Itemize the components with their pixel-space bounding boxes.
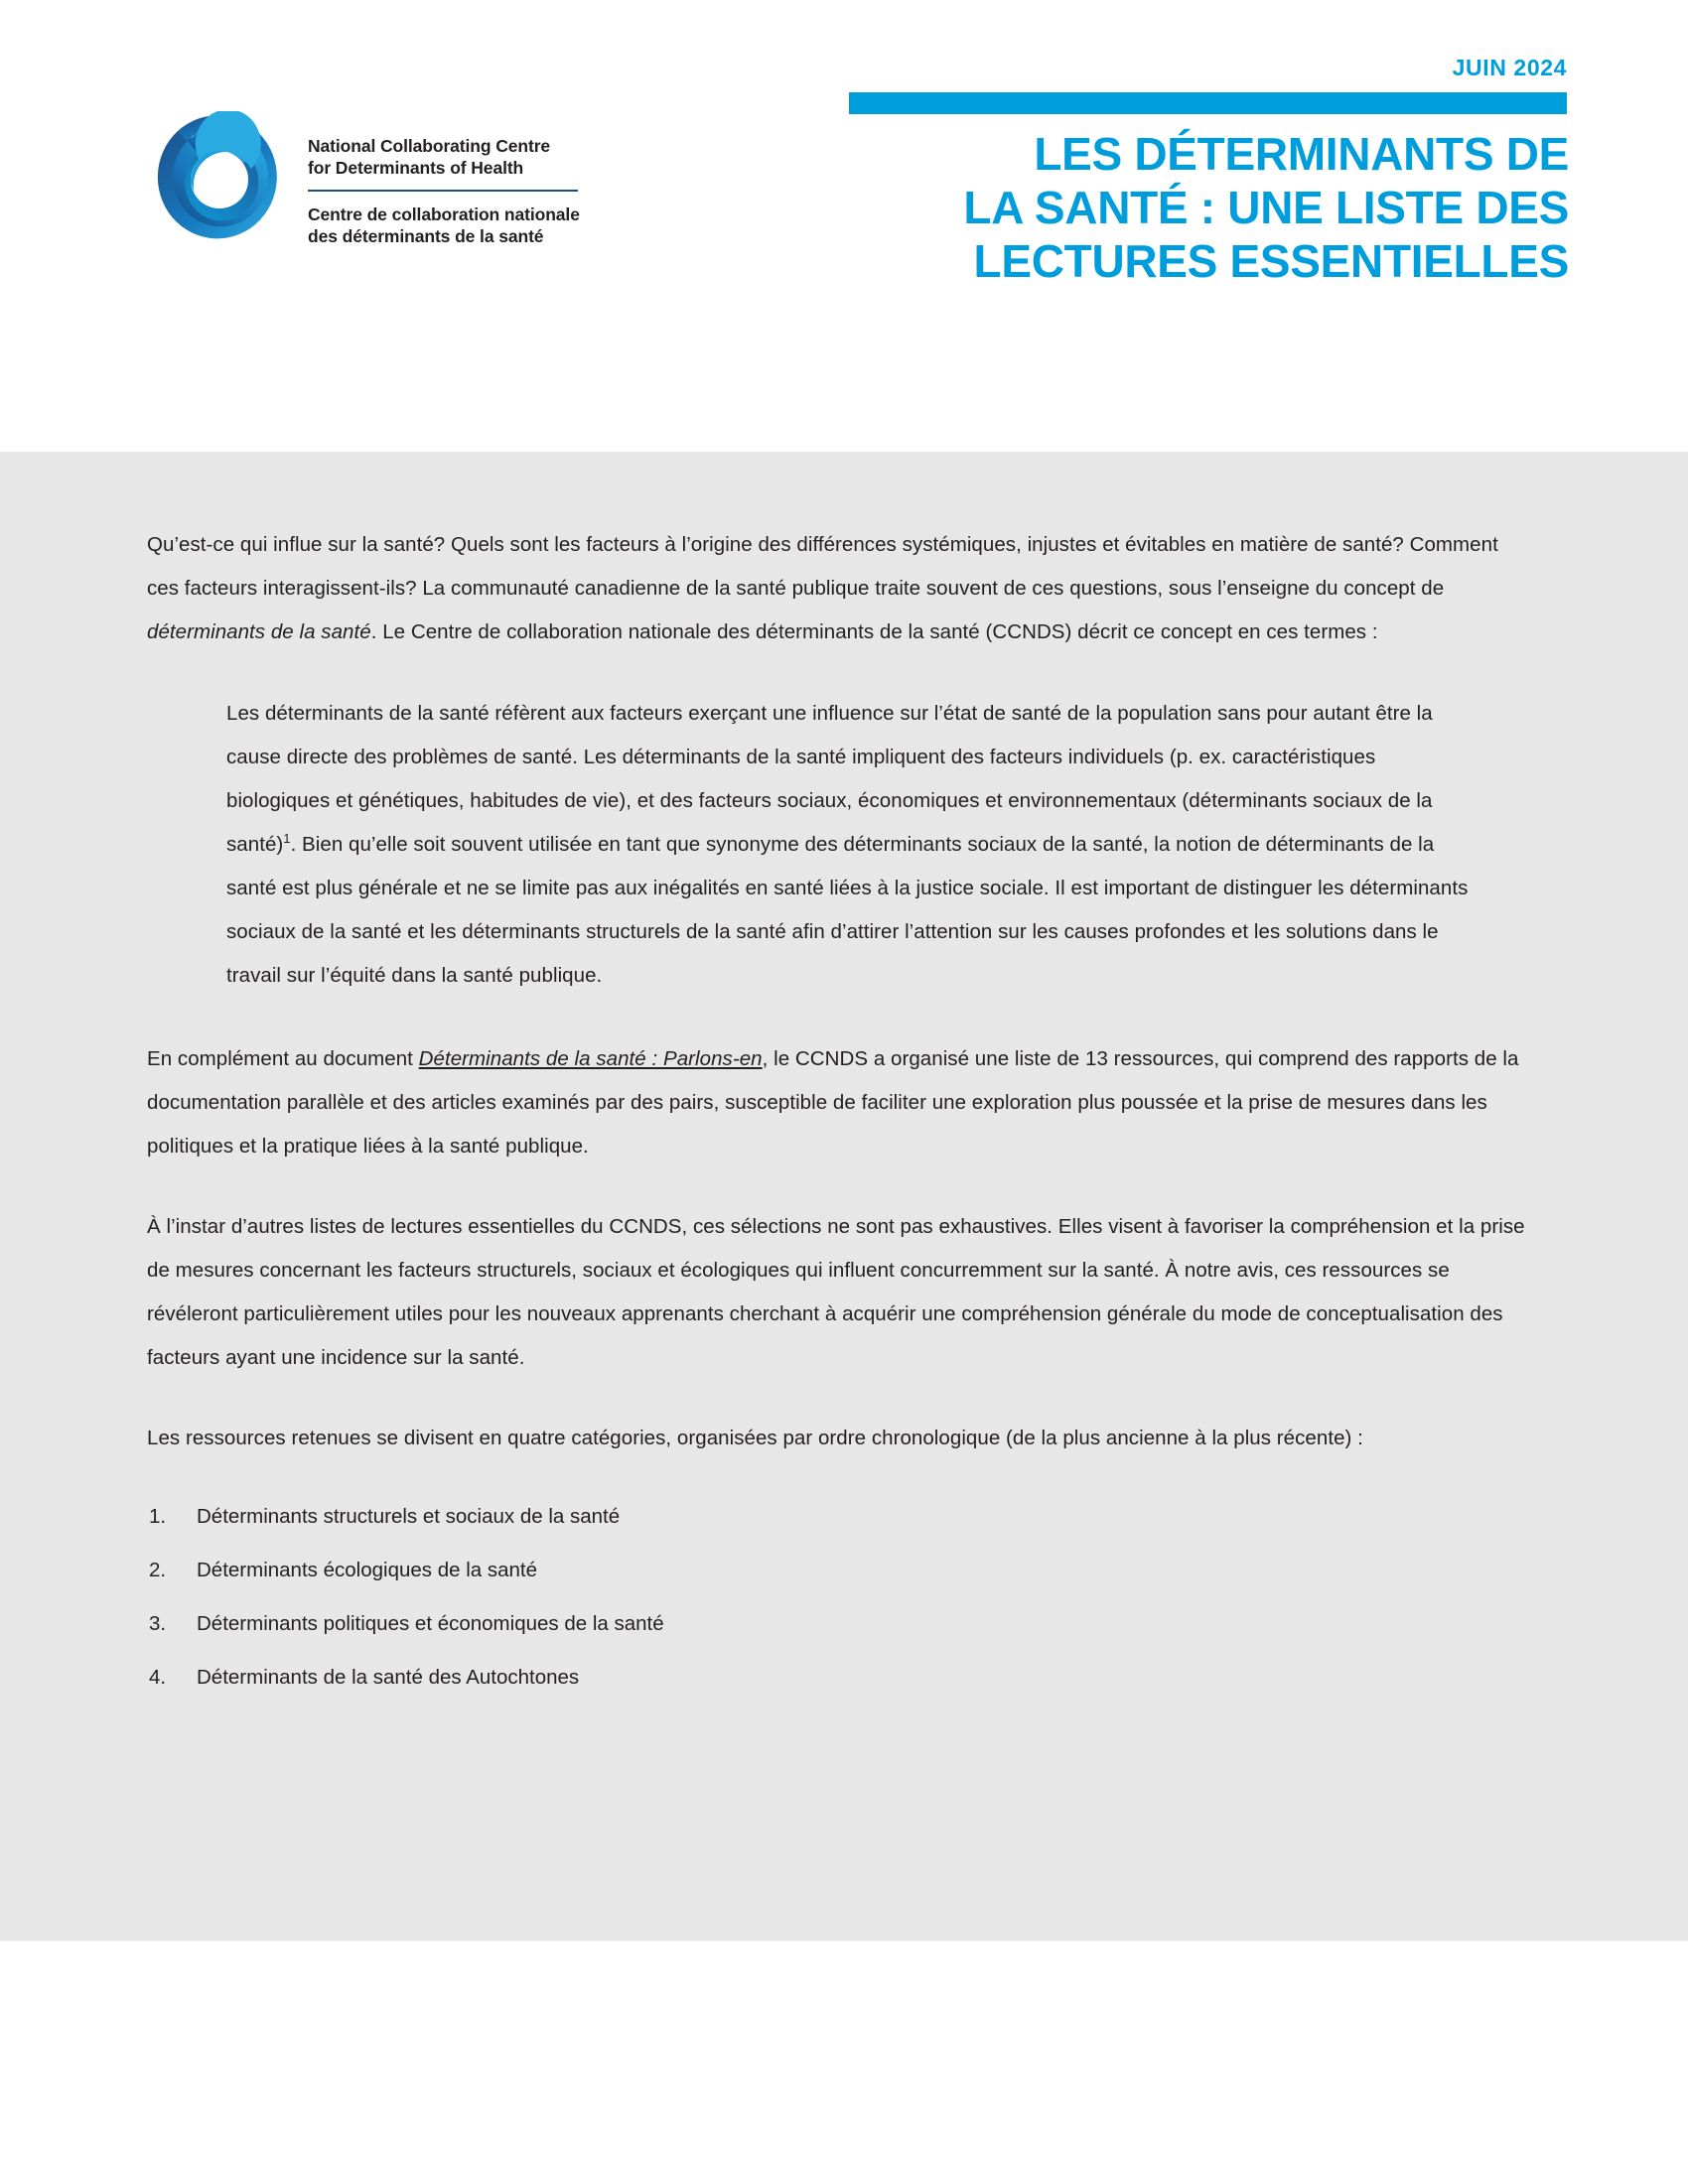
list-item-number: 3. [149,1612,167,1635]
content-band [0,452,1688,1941]
definition-part-1: Les déterminants de la santé réfèrent aux facteurs exerçant une influence sur l’état de santé de la population sans pour autant être la cause directe des problèmes de santé. Les déterminants de la santé impliquent des facteurs individuels (p. ex. caractéristiques biologiques et génétiques, habitudes de vie), et des facteurs sociaux, économiques et environnementaux (déterminants sociaux de la santé) [226,702,1433,856]
list-item [147,1604,1529,1644]
list-item-label: Déterminants écologiques de la santé [197,1559,538,1581]
definition-part-2: . Bien qu’elle soit souvent utilisée en tant que synonyme des déterminants sociaux de la santé, la notion de déterminants de la santé est plus générale et ne se limite pas aux inégalités en santé liées à la justice sociale. Il est important de distinguer les déterminants sociaux de la santé et les déterminants structurels de la santé afin d’attirer l’attention sur les causes profondes et les solutions dans le travail sur l’équité dans la santé publique. [226,833,1469,987]
intro-paragraph-part-1: Qu’est-ce qui influe sur la santé? Quels sont les facteurs à l’origine des différences systémiques, injustes et évitables en matière de santé? Comment ces facteurs interagissent-ils? La communauté canadienne de la santé publique traite souvent de ces questions, sous l’enseigne du concept de [147,533,1498,600]
title-accent-bar [849,92,1567,114]
logo-en-line-2: for Determinants of Health [308,158,524,178]
paragraph-3: À l’instar d’autres listes de lectures essentielles du CCNDS, ces sélections ne sont pas exhaustives. Elles visent à favoriser la compréhension et la prise de mesures concernant les facteurs structurels, sociaux et écologiques qui influent concurremment sur la santé. À notre avis, ces ressources se révéleront particulièrement utiles pour les nouveaux apprenants cherchant à acquérir une compréhension générale du mode de conceptualisation des facteurs ayant une incidence sur la santé. [147,1215,1525,1369]
intro-paragraph-italic-term: déterminants de la santé [147,620,371,643]
page-footer-whitespace [0,1941,1688,2184]
category-list [147,1497,1529,1698]
list-item [147,1551,1529,1590]
list-item [147,1497,1529,1537]
definition-blockquote [147,692,1529,998]
intro-paragraph [147,523,1529,654]
paragraph-2-part-2: , le CCNDS a organisé une liste de 13 ressources, qui comprend des rapports de la documentation parallèle et des articles examinés par des pairs, susceptible de faciliter une exploration plus poussée et la prise de mesures dans les politiques et la pratique liées à la santé publique. [147,1047,1519,1158]
page-title-line-2: LA SANTÉ : UNE LISTE DES [963,182,1569,233]
list-item-label: Déterminants de la santé des Autochtones [197,1666,580,1689]
list-item-label: Déterminants politiques et économiques de la santé [197,1612,664,1635]
content-column [0,452,1688,1698]
organization-logo-text [308,111,580,247]
footnote-marker: 1 [283,831,291,847]
publication-date: JUIN 2024 [1452,55,1567,80]
page-title-line-3: LECTURES ESSENTIELLES [973,235,1569,287]
list-item-label: Déterminants structurels et sociaux de la santé [197,1505,621,1528]
logo-fr-line-2: des déterminants de la santé [308,226,544,246]
page-title [695,127,1569,288]
page-header [0,0,1688,452]
list-item-number: 4. [149,1666,167,1689]
list-item [147,1658,1529,1698]
paragraph-4: Les ressources retenues se divisent en quatre catégories, organisées par ordre chronologique (de la plus ancienne à la plus récente) : [147,1427,1363,1449]
list-item-number: 2. [149,1559,167,1581]
paragraph-2-part-1: En complément au document [147,1047,419,1070]
logo-en-line-1: National Collaborating Centre [308,136,551,156]
ncc-spiral-logo-icon [154,111,281,240]
list-item-number: 1. [149,1505,167,1528]
intro-paragraph-part-2: . Le Centre de collaboration nationale des déterminants de la santé (CCNDS) décrit ce concept en ces termes : [370,620,1378,643]
organization-logo [154,111,580,247]
definition-blockquote-text [226,692,1470,998]
logo-divider [308,190,578,192]
page-title-line-1: LES DÉTERMINANTS DE [1034,128,1569,180]
logo-fr-line-1: Centre de collaboration nationale [308,205,580,224]
parlons-en-document-link[interactable]: Déterminants de la santé : Parlons-en [418,1047,763,1070]
paragraph-2 [147,1037,1529,1168]
